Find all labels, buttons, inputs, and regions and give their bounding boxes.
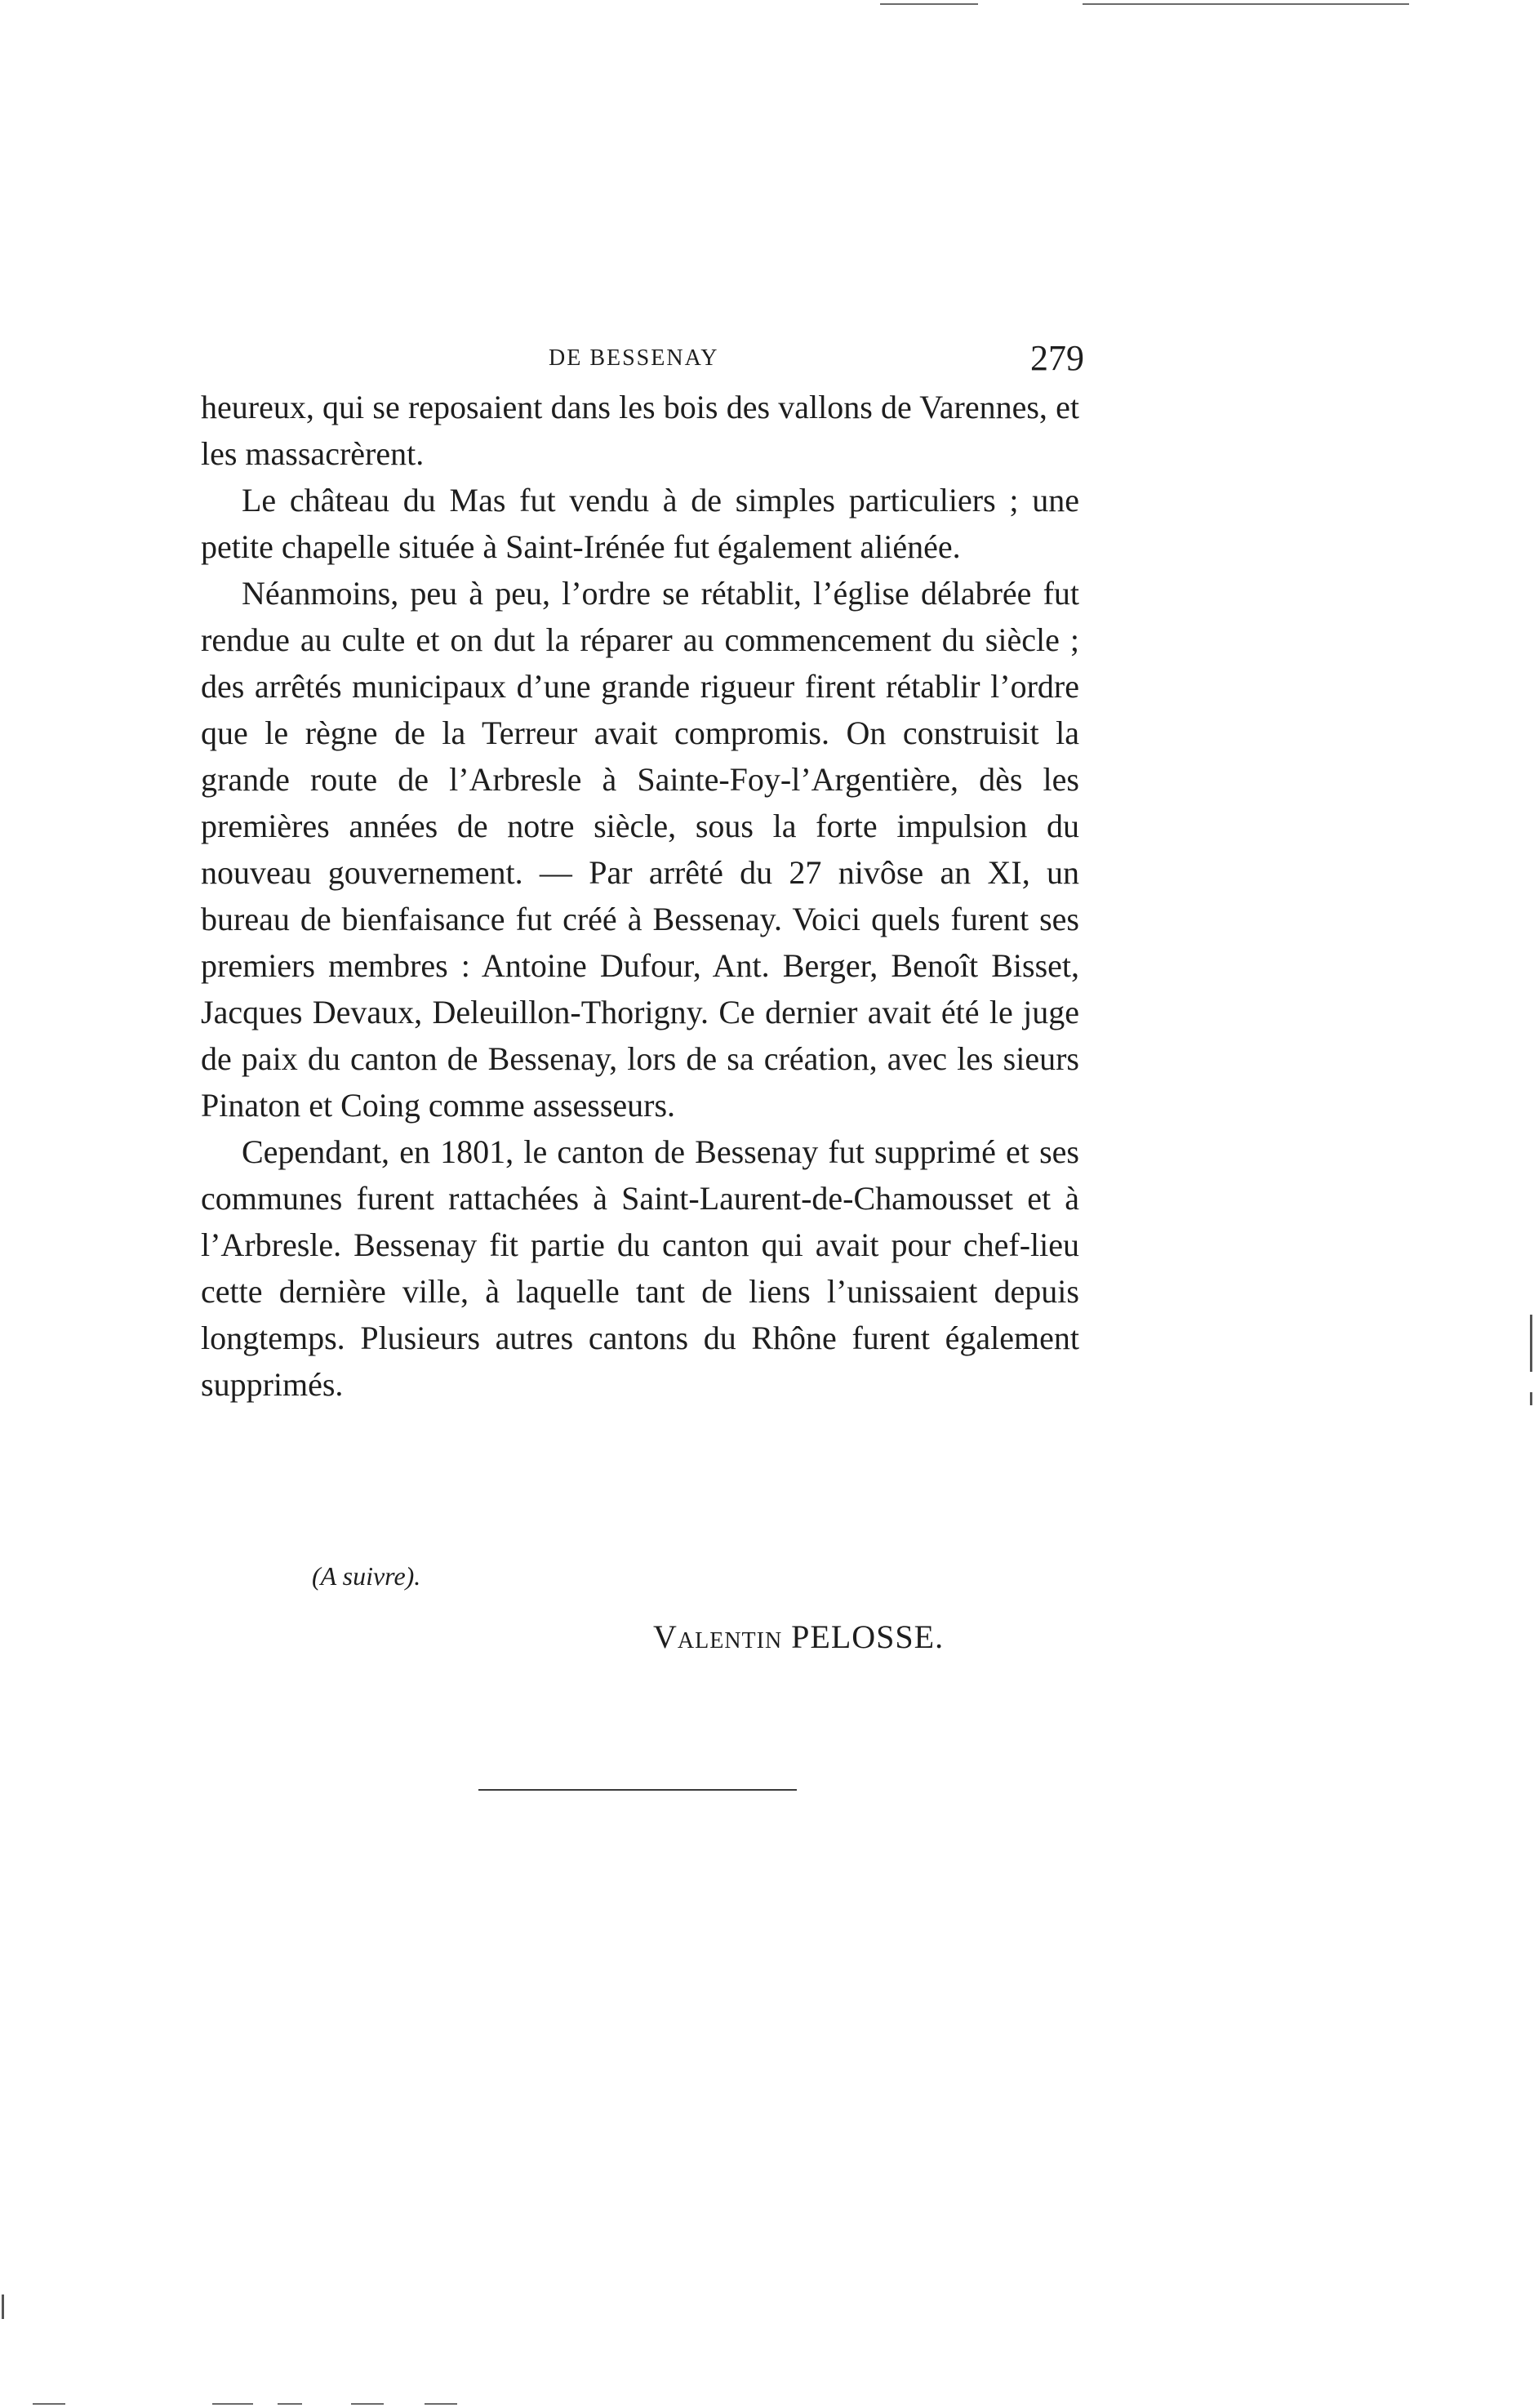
scan-edge-line-bottom [33,2403,65,2405]
scan-edge-line-top [1083,3,1409,5]
article-footer [201,1556,1079,1670]
page-number: 279 [1030,338,1084,378]
scan-edge-line-bottom [212,2403,253,2405]
author-signature: Valentin PELOSSE. [653,1618,945,1655]
scan-edge-line-top [880,3,978,5]
paragraph: heureux, qui se reposaient dans les bois des vallons de Varennes, et les massacrèrent. [201,389,1079,472]
scan-edge-line-bottom [425,2403,457,2405]
scan-edge-mark-right [1530,1315,1532,1372]
paragraph: Néanmoins, peu à peu, l’ordre se rétablit, l’église délabrée fut rendue au culte et on dut la réparer au commencement du siècle ; des arrêtés municipaux d’une grande rigueur firent rétablir l’ordre que le règne de la Terreur avait compromis. On construisit la grande route de l’Arbresle à Sainte-Foy-l’Argentière, dès les premières années de notre siècle, sous la forte impulsion du nouveau gouvernement. — Par arrêté du 27 nivôse an XI, un bureau de bienfaisance fut créé à Bessenay. Voici quels furent ses premiers membres : Antoine Dufour, Ant. Berger, Benoît Bisset, Jacques Devaux, Deleuillon-Thorigny. Ce dernier avait été le juge de paix du canton de Bessenay, lors de sa création, avec les sieurs Pinaton et Coing comme assesseurs. [201,575,1079,1124]
paragraph: Le château du Mas fut vendu à de simples particuliers ; une petite chapelle située à Saint-Irénée fut également aliénée. [201,482,1079,565]
to-be-continued-note: (A suivre). [312,1561,421,1591]
page-header [201,338,1084,379]
body-text [201,384,1079,1408]
scan-edge-line-bottom [278,2403,302,2405]
scan-edge-mark-left [2,2294,4,2319]
running-head: DE BESSENAY [549,345,719,371]
scan-edge-mark-right [1530,1392,1532,1405]
scan-edge-line-bottom [351,2403,384,2405]
end-rule [478,1789,797,1791]
paragraph: Cependant, en 1801, le canton de Bessenay fut supprimé et ses communes furent rattachées à Saint-Laurent-de-Chamousset et à l’Arbresle. Bessenay fit partie du canton qui avait pour chef-lieu cette dernière ville, à laquelle tant de liens l’unissaient depuis longtemps. Plusieurs autres cantons du Rhône furent également supprimés. [201,1133,1079,1403]
